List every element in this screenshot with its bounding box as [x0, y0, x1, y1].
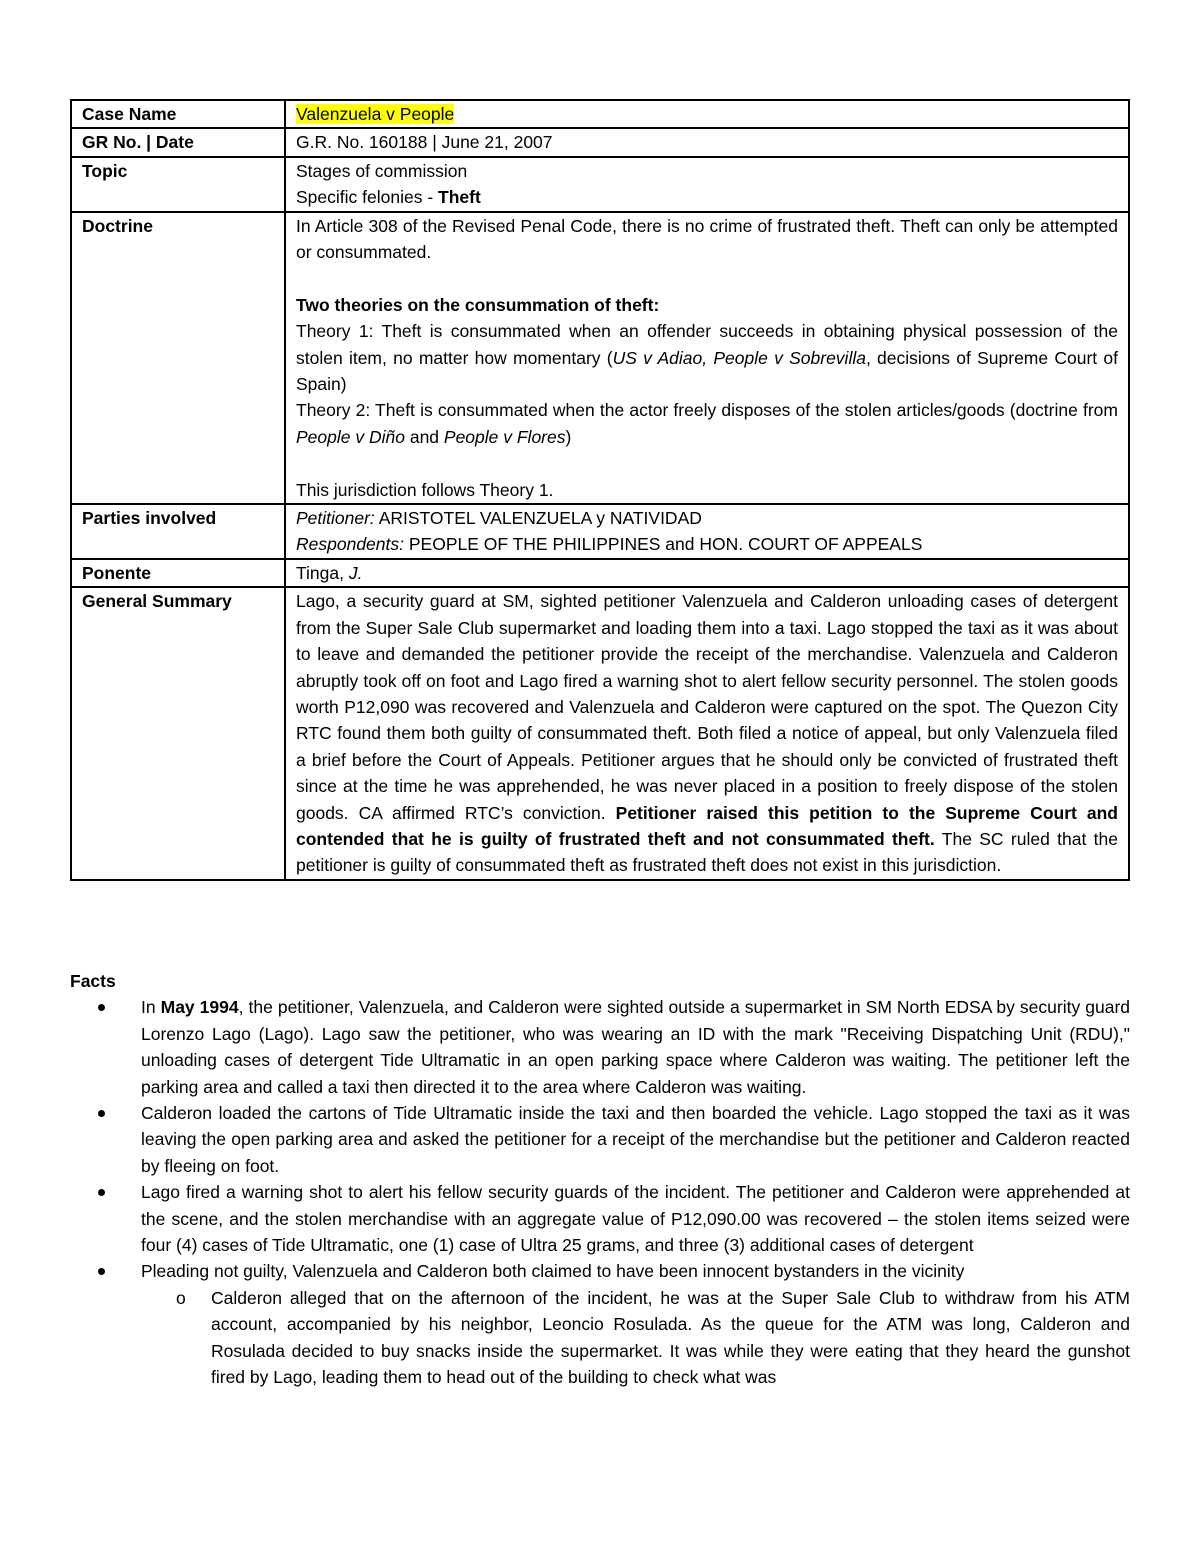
facts-section [70, 968, 1130, 1391]
case-digest-table [70, 99, 1130, 881]
topic-line-2: Specific felonies - Theft [296, 187, 481, 208]
topic-label: Topic [71, 157, 285, 212]
ponente-value: Tinga, J. [285, 559, 1129, 587]
hollow-bullet-icon: o [176, 1287, 186, 1308]
row-ponente [71, 559, 1129, 587]
row-gr-date [71, 128, 1129, 156]
petitioner-line: Petitioner: ARISTOTEL VALENZUELA y NATIVIDAD [296, 508, 702, 529]
facts-sublist [141, 1285, 1130, 1391]
ponente-label: Ponente [71, 559, 285, 587]
theory-1: Theory 1: Theft is consummated when an offender succeeds in obtaining physical possession of the stolen item, no matter how momentary (US v Adiao, People v Sobrevilla, decisions of Supreme Court of Spain) [296, 321, 1118, 395]
respondents-line: Respondents: PEOPLE OF THE PHILIPPINES and HON. COURT OF APPEALS [296, 534, 923, 555]
list-item: Pleading not guilty, Valenzuela and Calderon both claimed to have been innocent bystanders in the vicinity o Calderon alleged that on the afternoon of the incident, he was at the Super Sale Club to withdraw from his ATM account, accompanied by his neighbor, Leoncio Rosulada. As the queue for the ATM was long, Calderon and Rosulada decided to buy snacks inside the supermarket. It was while they were eating that they heard the gunshot fired by Lago, leading them to head out of the building to check what was [70, 1258, 1130, 1390]
bullet-icon [98, 1189, 105, 1196]
sub-list-item: o Calderon alleged that on the afternoon of the incident, he was at the Super Sale Club to withdraw from his ATM account, accompanied by his neighbor, Leoncio Rosulada. As the queue for the ATM was long, Calderon and Rosulada decided to buy snacks inside the supermarket. It was while they were eating that they heard the gunshot fired by Lago, leading them to head out of the building to check what was [141, 1285, 1130, 1391]
parties-label: Parties involved [71, 504, 285, 559]
doctrine-conclusion: This jurisdiction follows Theory 1. [296, 479, 554, 500]
bullet-icon [98, 1004, 105, 1011]
theories-heading: Two theories on the consummation of theft: [296, 294, 660, 315]
row-topic [71, 157, 1129, 212]
facts-list [70, 994, 1130, 1390]
bullet-icon [98, 1268, 105, 1275]
summary-value: Lago, a security guard at SM, sighted petitioner Valenzuela and Calderon unloading cases of detergent from the Super Sale Club supermarket and loading them into a taxi. Lago stopped the taxi as it was about to leave and demanded the petitioner provide the receipt of the merchandise. Valenzuela and Calderon abruptly took off on foot and Lago fired a warning shot to alert fellow security personnel. The stolen goods worth P12,090 was recovered and Valenzuela and Calderon were captured on the spot. The Quezon City RTC found them both guilty of consummated theft. Both filed a notice of appeal, but only Valenzuela filed a brief before the Court of Appeals. Petitioner argues that he should only be convicted of frustrated theft since at the time he was apprehended, he was never placed in a position to freely dispose of the stolen goods. CA affirmed RTC’s conviction. Petitioner raised this petition to the Supreme Court and contended that he is guilty of frustrated theft and not consummated theft. The SC ruled that the petitioner is guilty of consummated theft as frustrated theft does not exist in this jurisdiction. [285, 587, 1129, 879]
list-item: Lago fired a warning shot to alert his fellow security guards of the incident. The petitioner and Calderon were apprehended at the scene, and the stolen merchandise with an aggregate value of P12,090.00 was recovered – the stolen items seized were four (4) cases of Tide Ultramatic, one (1) case of Ultra 25 grams, and three (3) additional cases of detergent [70, 1179, 1130, 1258]
doctrine-paragraph: In Article 308 of the Revised Penal Code, there is no crime of frustrated theft. Theft can only be attempted or consummated. [296, 215, 1118, 263]
gr-date-value: G.R. No. 160188 | June 21, 2007 [285, 128, 1129, 156]
row-case-name [71, 100, 1129, 128]
facts-heading: Facts [70, 971, 116, 991]
theory-2: Theory 2: Theft is consummated when the actor freely disposes of the stolen articles/goods (doctrine from People v Diño and People v Flores) [296, 400, 1118, 447]
gr-date-label: GR No. | Date [71, 128, 285, 156]
row-summary [71, 587, 1129, 879]
list-item: In May 1994, the petitioner, Valenzuela, and Calderon were sighted outside a supermarket in SM North EDSA by security guard Lorenzo Lago (Lago). Lago saw the petitioner, who was wearing an ID with the mark "Receiving Dispatching Unit (RDU)," unloading cases of detergent Tide Ultramatic in an open parking space where Calderon was waiting. The petitioner left the parking area and called a taxi then directed it to the area where Calderon was waiting. [70, 994, 1130, 1100]
row-parties [71, 504, 1129, 559]
topic-line-1: Stages of commission [296, 160, 468, 181]
case-name-label: Case Name [71, 100, 285, 128]
list-item: Calderon loaded the cartons of Tide Ultramatic inside the taxi and then boarded the vehicle. Lago stopped the taxi as it was leaving the open parking area and asked the petitioner for a receipt of the merchandise but the petitioner and Calderon reacted by fleeing on foot. [70, 1100, 1130, 1179]
doctrine-label: Doctrine [71, 212, 285, 504]
row-doctrine [71, 212, 1129, 504]
bullet-icon [98, 1110, 105, 1117]
case-name-value: Valenzuela v People [296, 104, 455, 124]
summary-label: General Summary [71, 587, 285, 879]
